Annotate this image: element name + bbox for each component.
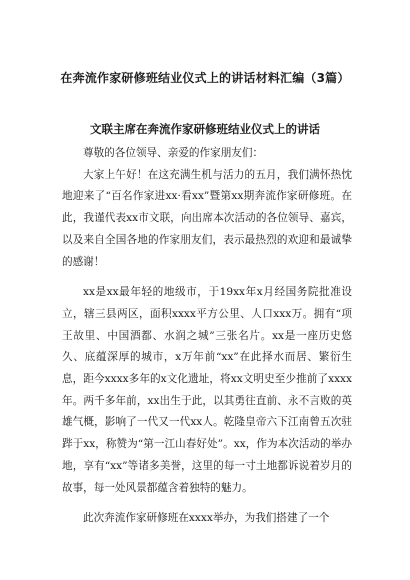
speech-title: 文联主席在奔流作家研修班结业仪式上的讲话	[90, 122, 320, 136]
paragraph-city-intro: xx是xx最年轻的地级市，于19xx年x月经国务院批准设立，辖三县两区，面积xxxx平方公里、人口xxx万。拥有“项王故里、中国酒都、水润之城”三张名片。xx是一座历史悠久、底蕴深厚的城市，x万年前“xx”在此择水而居、繁衍生息，距今xxxx多年的x文化遗址，将xx文明史至少推前了xxxx年。两千多年前，xx出生于此，以其勇往直前、永不言败的英雄气概，影响了一代又一代xx人。乾隆皇帝六下江南曾五次驻跸于xx，称赞为“第一江山春好处”。xx，作为本次活动的举办地，享有“xx”等诸多美誉，这里的每一寸土地都诉说着岁月的故事，每一处风景都蕴含着独特的魅力。	[62, 286, 352, 494]
paragraph-workshop: 此次奔流作家研修班在xxxx举办，为我们搭建了一个	[83, 512, 330, 525]
document-title: 在奔流作家研修班结业仪式上的讲话材料汇编（3篇）	[60, 71, 350, 85]
paragraph-welcome: 大家上午好！在这充满生机与活力的五月，我们满怀热忱地迎来了“百名作家进xx·看xx”暨第xx期奔流作家研修班。在此，我谨代表xx市文联，向出席本次活动的各位领导、嘉宾，以及来自全国各地的作家朋友们，表示最热烈的欢迎和最诚挚的感谢！	[62, 168, 352, 268]
greeting-line: 尊敬的各位领导、亲爱的作家朋友们：	[83, 147, 264, 159]
speech-body	[62, 143, 352, 530]
